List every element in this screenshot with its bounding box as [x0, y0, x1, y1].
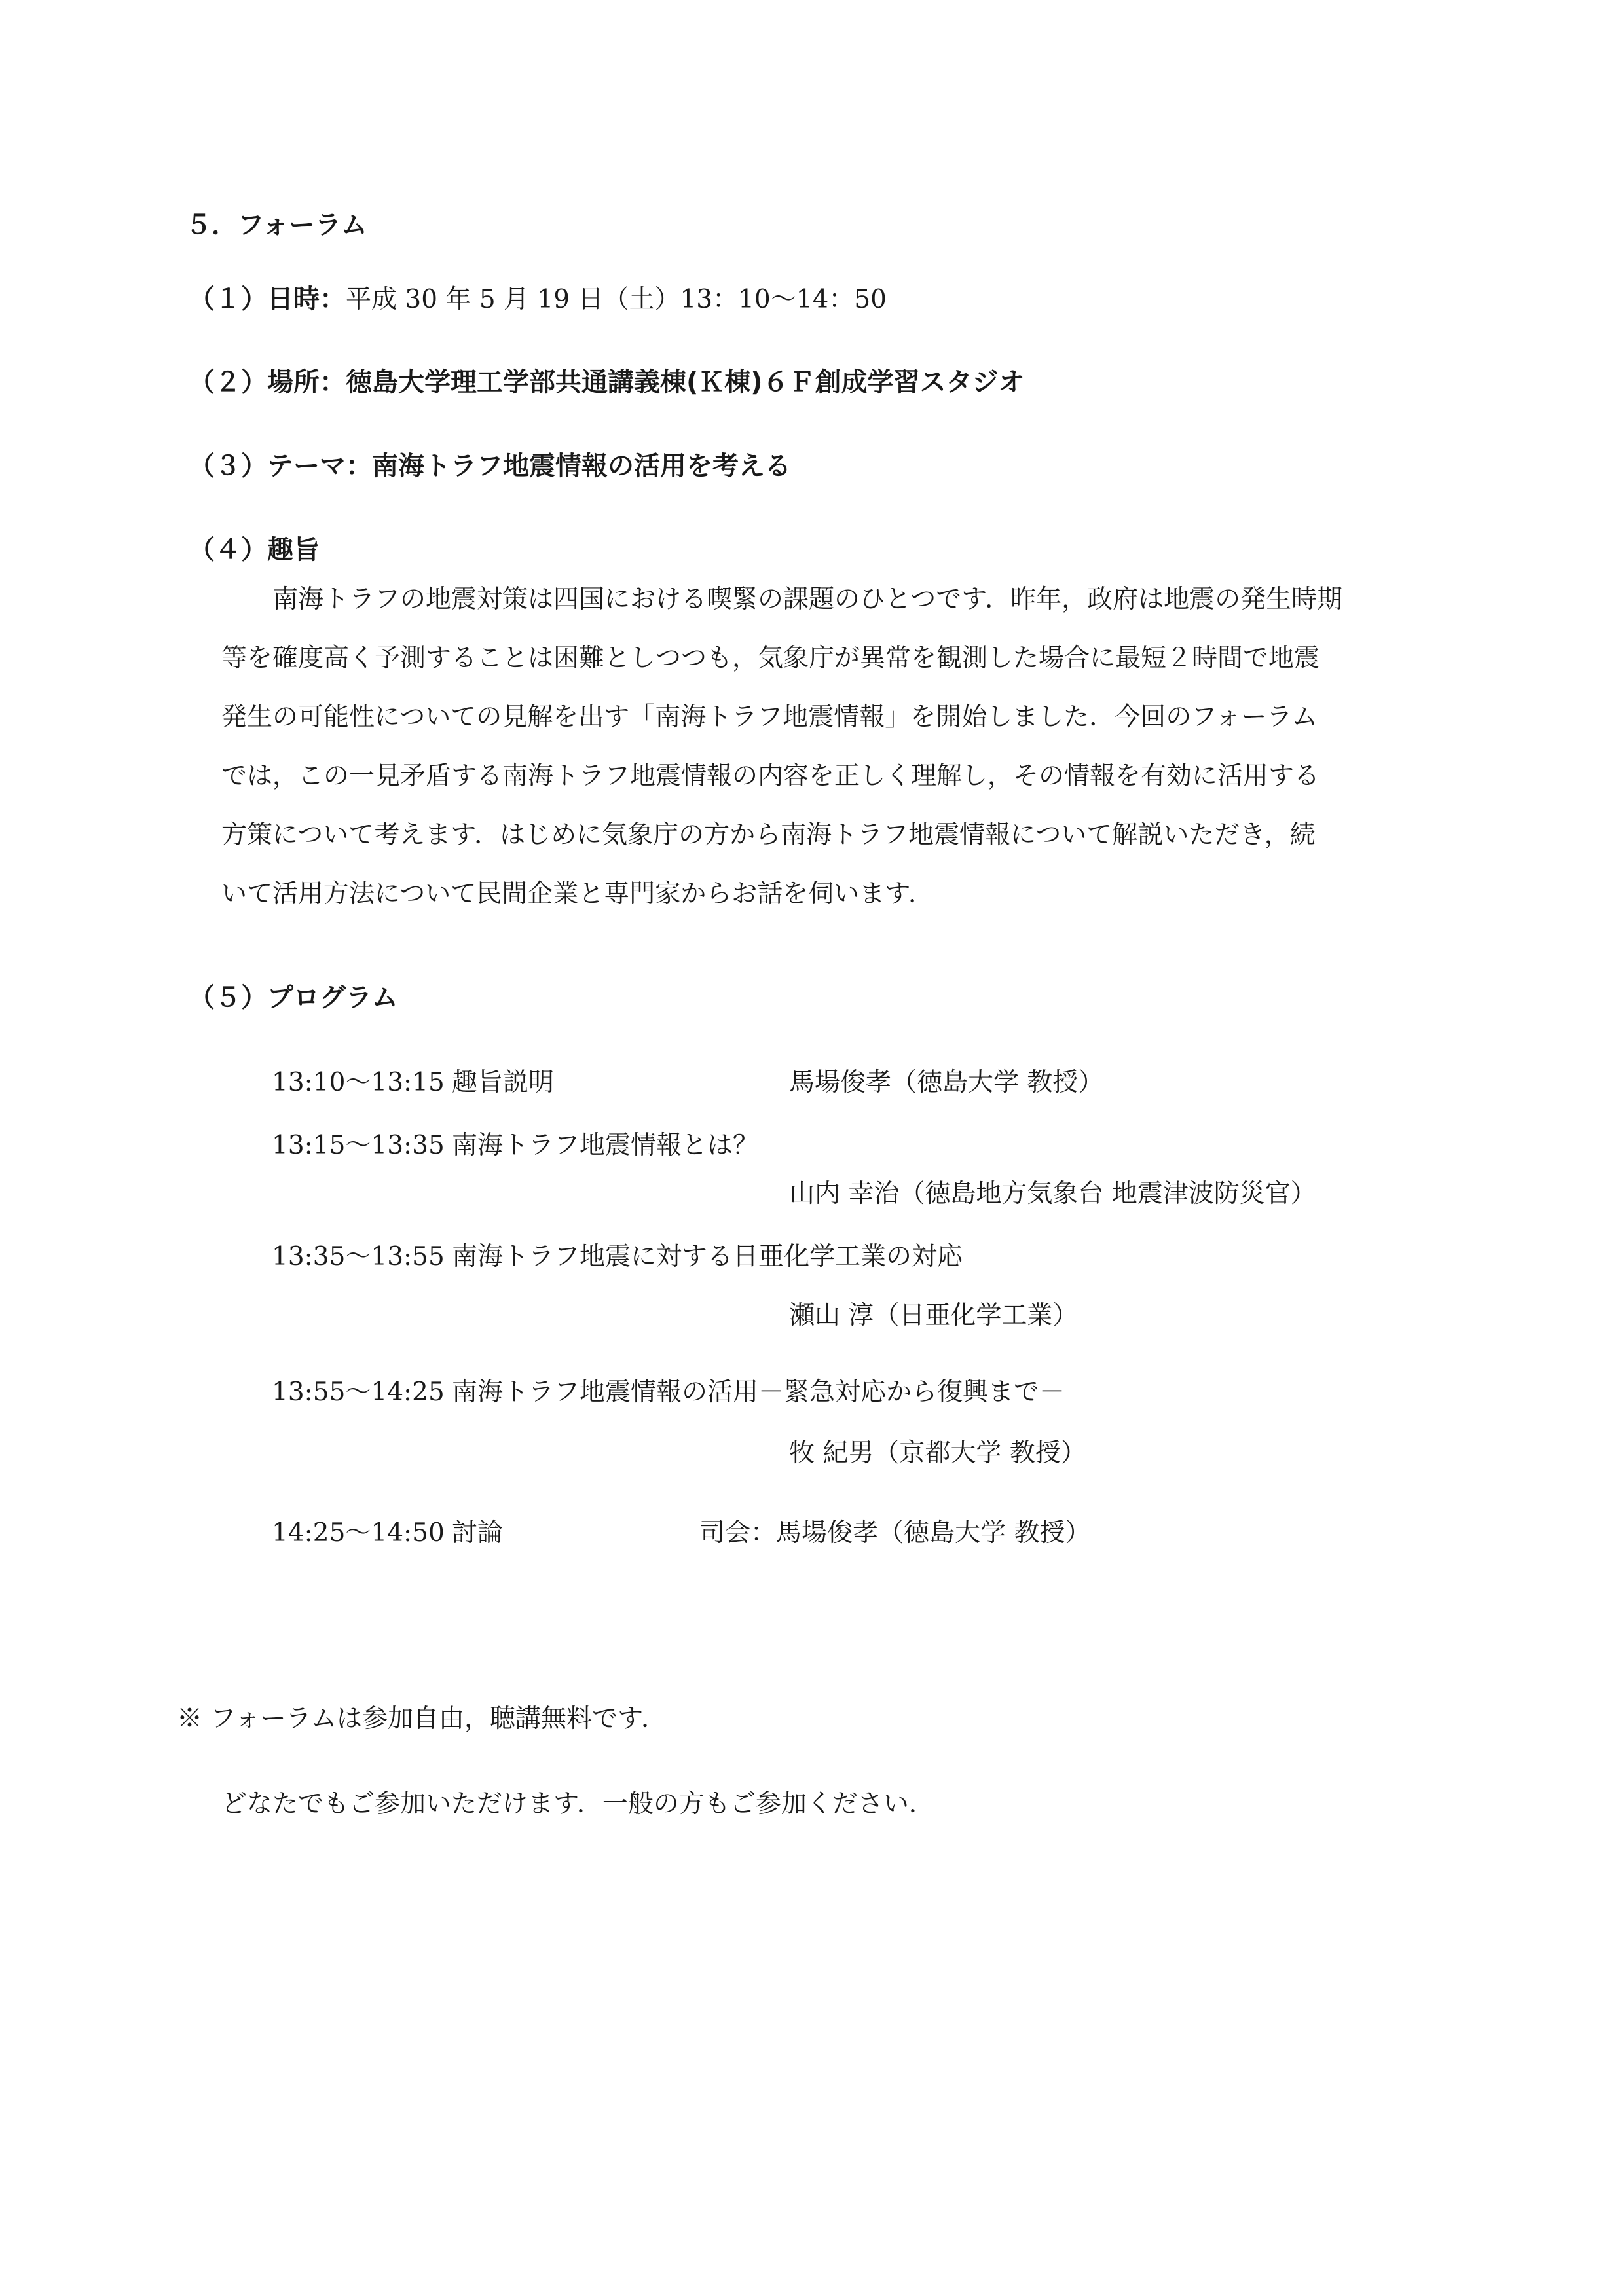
purpose-line: 等を確度高く予測することは困難としつつも，気象庁が異常を観測した場合に最短２時間で地震	[221, 644, 1320, 673]
program-time: 14:25〜14:50	[272, 1518, 445, 1548]
item-datetime-prefix: （１）	[189, 284, 267, 314]
program-title: 趣旨説明	[452, 1068, 555, 1097]
item-theme-value: 南海トラフ地震情報の活用を考える	[372, 451, 791, 481]
item-datetime-value: 平成 30 年 5 月 19 日（土）13：10〜14：50	[346, 285, 887, 314]
item-program-prefix: （５）	[189, 983, 267, 1013]
program-speaker: 司会：馬場俊孝（徳島大学 教授）	[699, 1518, 1091, 1548]
item-place	[189, 361, 1025, 399]
program-time: 13:10〜13:15	[272, 1068, 445, 1097]
purpose-line: 南海トラフの地震対策は四国における喫緊の課題のひとつです．昨年，政府は地震の発生時期	[272, 585, 1343, 614]
item-place-label: 場所：	[267, 367, 346, 397]
purpose-line: では，この一見矛盾する南海トラフ地震情報の内容を正しく理解し，その情報を有効に活用する	[221, 761, 1320, 791]
item-program	[189, 977, 398, 1014]
program-title: 南海トラフ地震に対する日亜化学工業の対応	[452, 1242, 963, 1271]
purpose-line: 発生の可能性についての見解を出す「南海トラフ地震情報」を開始しました．今回のフォーラム	[221, 702, 1318, 732]
purpose-line: いて活用方法について民間企業と専門家からお話を伺います．	[221, 879, 934, 909]
item-theme-label: テーマ：	[267, 451, 372, 481]
note-free-admission: ※ フォーラムは参加自由，聴講無料です．	[177, 1704, 667, 1734]
purpose-line: 方策について考えます．はじめに気象庁の方から南海トラフ地震情報について解説いただき，続	[221, 820, 1316, 850]
note-welcome: どなたでもご参加いただけます．一般の方もご参加ください．	[221, 1789, 934, 1819]
item-datetime	[189, 278, 887, 316]
program-title: 南海トラフ地震情報とは？	[452, 1131, 759, 1160]
program-time: 13:15〜13:35	[272, 1131, 445, 1160]
item-datetime-label: 日時：	[267, 284, 346, 314]
item-program-label: プログラム	[267, 983, 398, 1013]
item-theme-prefix: （３）	[189, 451, 267, 481]
program-time: 13:55〜14:25	[272, 1377, 445, 1407]
item-theme	[189, 445, 791, 483]
item-place-prefix: （２）	[189, 367, 267, 397]
item-place-value: 徳島大学理工学部共通講義棟(Ｋ棟)６Ｆ創成学習スタジオ	[346, 367, 1025, 397]
program-speaker: 牧 紀男（京都大学 教授）	[789, 1438, 1086, 1468]
program-speaker: 馬場俊孝（徳島大学 教授）	[789, 1068, 1104, 1097]
item-purpose-prefix: （４）	[189, 535, 267, 565]
program-title: 討論	[452, 1518, 504, 1548]
purpose-paragraph	[221, 579, 1426, 915]
program-title: 南海トラフ地震情報の活用－緊急対応から復興まで－	[452, 1377, 1065, 1407]
program-time: 13:35〜13:55	[272, 1242, 445, 1271]
item-purpose-label: 趣旨	[267, 535, 320, 565]
program-speaker: 瀬山 淳（日亜化学工業）	[789, 1301, 1079, 1330]
program-speaker: 山内 幸治（徳島地方気象台 地震津波防災官）	[789, 1179, 1316, 1209]
item-purpose	[189, 529, 320, 566]
section-title: ５．フォーラム	[185, 210, 367, 240]
